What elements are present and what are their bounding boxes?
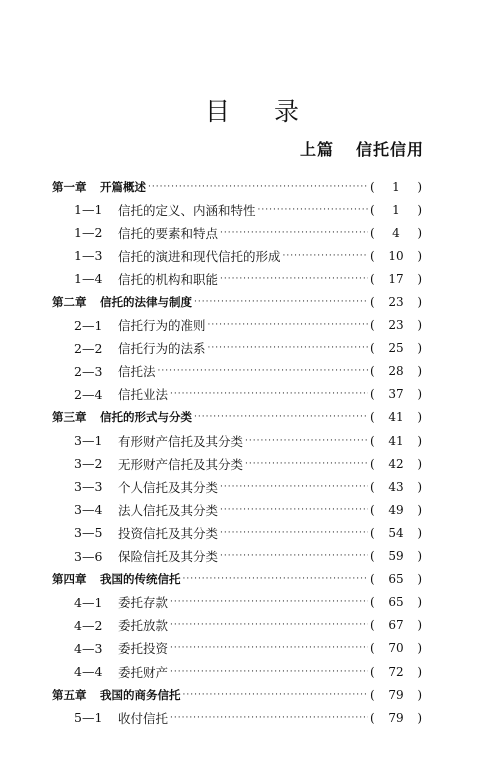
entry-title: 有形财产信托及其分类	[118, 433, 244, 449]
entry-number: 3—6	[74, 548, 103, 564]
part-label: 上篇	[299, 140, 334, 159]
dot-leader	[245, 459, 368, 469]
dot-leader	[170, 667, 368, 677]
entry-title: 信托的定义、内涵和特性	[118, 202, 256, 218]
dot-leader	[183, 574, 369, 584]
toc-section-entry	[52, 521, 422, 544]
entry-number: 5—1	[74, 710, 103, 726]
entry-number: 3—1	[74, 433, 103, 449]
toc-section-entry	[52, 221, 422, 244]
toc-chapter-entry	[52, 406, 422, 429]
entry-number: 1—1	[74, 202, 103, 218]
dot-leader	[220, 551, 368, 561]
page-number: 1	[392, 202, 400, 217]
entry-page: ( 65 )	[370, 572, 422, 587]
entry-title: 信托行为的法系	[118, 341, 206, 357]
entry-number: 第二章	[52, 295, 87, 310]
entry-title: 投资信托及其分类	[118, 525, 219, 541]
entry-title: 信托的机构和职能	[118, 271, 219, 287]
entry-page: ( 67 )	[370, 618, 422, 633]
toc-section-entry	[52, 475, 422, 498]
page-number: 41	[388, 410, 404, 425]
dot-leader	[170, 620, 368, 630]
toc-section-entry	[52, 337, 422, 360]
page-number: 59	[388, 549, 404, 564]
dot-leader	[208, 320, 368, 330]
entry-page: ( 23 )	[370, 295, 422, 310]
entry-number: 4—2	[74, 617, 103, 633]
dot-leader	[194, 297, 368, 307]
toc-section-entry	[52, 452, 422, 475]
entry-title: 信托的形式与分类	[100, 410, 192, 425]
entry-page: ( 59 )	[370, 549, 422, 564]
toc-section-entry	[52, 267, 422, 290]
dot-leader	[258, 205, 368, 215]
entry-number: 2—4	[74, 386, 103, 402]
part-heading	[300, 137, 424, 160]
entry-page: ( 25 )	[370, 341, 422, 356]
page-number: 79	[388, 710, 404, 725]
entry-title: 开篇概述	[100, 179, 146, 194]
dot-leader	[194, 412, 368, 422]
page-number: 37	[388, 387, 404, 402]
entry-title: 收付信托	[118, 710, 169, 726]
page-number: 41	[388, 433, 404, 448]
page-number: 42	[388, 456, 404, 471]
toc-section-entry	[52, 498, 422, 521]
entry-title: 信托的演进和现代信托的形成	[118, 248, 281, 264]
dot-leader	[208, 343, 368, 353]
table-of-contents	[52, 175, 422, 729]
entry-number: 3—2	[74, 456, 103, 472]
toc-section-entry	[52, 545, 422, 568]
entry-page: ( 43 )	[370, 479, 422, 494]
entry-title: 无形财产信托及其分类	[118, 456, 244, 472]
entry-title: 我国的商务信托	[100, 687, 181, 702]
dot-leader	[158, 366, 368, 376]
entry-page: ( 54 )	[370, 525, 422, 540]
dot-leader	[170, 389, 368, 399]
entry-number: 第五章	[52, 687, 87, 702]
page-number: 28	[388, 364, 404, 379]
page-number: 65	[388, 572, 404, 587]
toc-chapter-entry	[52, 568, 422, 591]
dot-leader	[220, 505, 368, 515]
toc-section-entry	[52, 244, 422, 267]
toc-chapter-entry	[52, 175, 422, 198]
toc-section-entry	[52, 706, 422, 729]
dot-leader	[220, 228, 368, 238]
toc-section-entry	[52, 614, 422, 637]
toc-section-entry	[52, 383, 422, 406]
entry-page: ( 28 )	[370, 364, 422, 379]
toc-chapter-entry	[52, 683, 422, 706]
dot-leader	[245, 436, 368, 446]
page-number: 79	[388, 687, 404, 702]
entry-number: 4—4	[74, 664, 103, 680]
toc-section-entry	[52, 314, 422, 337]
dot-leader	[283, 251, 368, 261]
dot-leader	[220, 274, 368, 284]
entry-page: ( 65 )	[370, 595, 422, 610]
entry-number: 2—3	[74, 363, 103, 379]
page-number: 23	[388, 318, 404, 333]
dot-leader	[220, 482, 368, 492]
entry-page: ( 23 )	[370, 318, 422, 333]
entry-number: 4—1	[74, 594, 103, 610]
entry-title: 委托存款	[118, 595, 169, 611]
entry-title: 信托法	[118, 364, 156, 380]
page-number: 43	[388, 479, 404, 494]
entry-number: 4—3	[74, 640, 103, 656]
entry-number: 3—5	[74, 525, 103, 541]
entry-title: 信托业法	[118, 387, 169, 403]
page-number: 25	[388, 341, 404, 356]
dot-leader	[170, 713, 368, 723]
entry-title: 信托行为的准则	[118, 318, 206, 334]
entry-number: 3—4	[74, 502, 103, 518]
toc-section-entry	[52, 591, 422, 614]
page-number: 17	[388, 271, 404, 286]
page-number: 49	[388, 502, 404, 517]
entry-page: ( 17 )	[370, 271, 422, 286]
entry-page: ( 42 )	[370, 456, 422, 471]
entry-number: 1—3	[74, 248, 103, 264]
dot-leader	[170, 643, 368, 653]
entry-number: 1—2	[74, 225, 103, 241]
page-number: 4	[392, 225, 400, 240]
entry-page: ( 72 )	[370, 664, 422, 679]
entry-title: 个人信托及其分类	[118, 479, 219, 495]
toc-section-entry	[52, 637, 422, 660]
dot-leader	[220, 528, 368, 538]
toc-section-entry	[52, 429, 422, 452]
entry-title: 保险信托及其分类	[118, 549, 219, 565]
entry-page: ( 41 )	[370, 433, 422, 448]
entry-title: 法人信托及其分类	[118, 502, 219, 518]
dot-leader	[183, 690, 369, 700]
dot-leader	[148, 182, 368, 192]
entry-title: 我国的传统信托	[100, 572, 181, 587]
toc-section-entry	[52, 360, 422, 383]
entry-number: 1—4	[74, 271, 103, 287]
entry-page: ( 37 )	[370, 387, 422, 402]
page-title: 目 录	[205, 97, 317, 126]
entry-number: 2—2	[74, 340, 103, 356]
entry-page: ( 1 )	[370, 179, 422, 194]
part-name: 信托信用	[355, 140, 424, 159]
entry-title: 信托的法律与制度	[100, 295, 192, 310]
page-number: 54	[388, 525, 404, 540]
entry-page: ( 4 )	[370, 225, 422, 240]
entry-number: 3—3	[74, 479, 103, 495]
entry-page: ( 79 )	[370, 710, 422, 725]
page-number: 10	[388, 248, 404, 263]
page-number: 1	[392, 179, 400, 194]
page-number: 67	[388, 618, 404, 633]
page-number: 72	[388, 664, 404, 679]
entry-number: 第四章	[52, 572, 87, 587]
entry-page: ( 1 )	[370, 202, 422, 217]
entry-page: ( 70 )	[370, 641, 422, 656]
entry-title: 委托投资	[118, 641, 169, 657]
toc-section-entry	[52, 198, 422, 221]
entry-page: ( 10 )	[370, 248, 422, 263]
entry-number: 第三章	[52, 410, 87, 425]
page-number: 70	[388, 641, 404, 656]
entry-title: 委托放款	[118, 618, 169, 634]
page-number: 65	[388, 595, 404, 610]
entry-page: ( 49 )	[370, 502, 422, 517]
entry-number: 2—1	[74, 317, 103, 333]
entry-title: 信托的要素和特点	[118, 225, 219, 241]
entry-number: 第一章	[52, 179, 87, 194]
entry-page: ( 79 )	[370, 687, 422, 702]
toc-chapter-entry	[52, 290, 422, 313]
entry-page: ( 41 )	[370, 410, 422, 425]
dot-leader	[170, 597, 368, 607]
entry-title: 委托财产	[118, 664, 169, 680]
toc-section-entry	[52, 660, 422, 683]
page-number: 23	[388, 295, 404, 310]
